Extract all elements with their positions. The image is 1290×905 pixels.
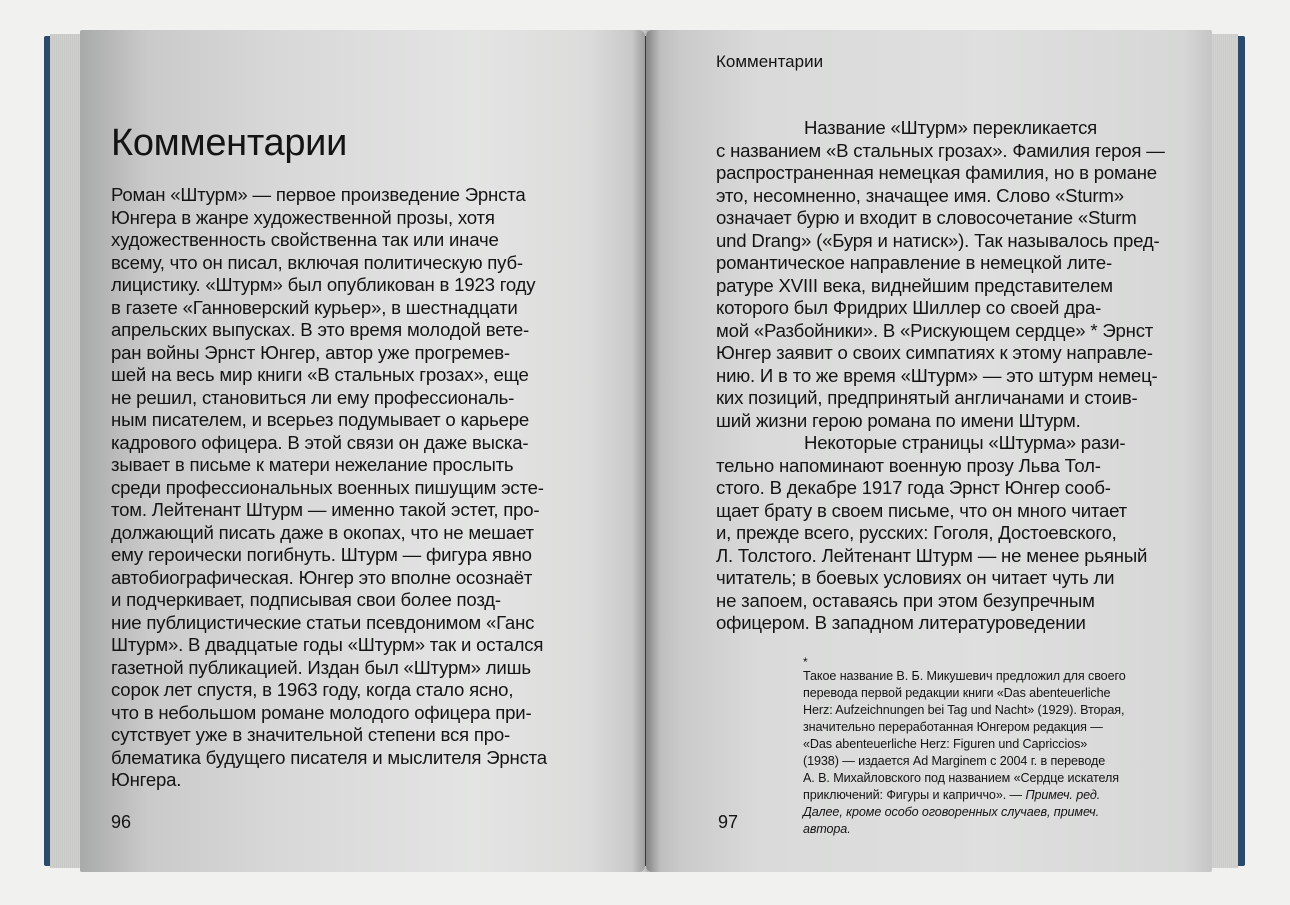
text-line: романтическое направление в немецкой лите- (716, 252, 1112, 273)
footnote-italic-text: автора. (803, 822, 851, 836)
text-line: ший жизни герою романа по имени Штурм. (716, 409, 1081, 431)
text-line: Штурм». В двадцатые годы «Штурм» так и остался (111, 634, 544, 655)
text-line: распространенная немецкая фамилия, но в романе (716, 162, 1157, 183)
text-line: блематика будущего писателя и мыслителя Эрнста (111, 746, 547, 768)
text-line: среди профессиональных военных пишущим эсте- (111, 476, 544, 498)
text-line: ему героически погибнуть. Штурм — фигура явно (111, 544, 532, 565)
text-line: Юнгера в жанре художественной прозы, хотя (111, 206, 495, 228)
text-line: шей на весь мир книги «В стальных грозах», еще (111, 364, 529, 385)
text-line: стого. В декабре 1917 года Эрнст Юнгер сооб- (716, 477, 1111, 498)
footnote-line: Herz: Aufzeichnungen bei Tag und Nacht» (1929). Вторая, (803, 703, 1125, 717)
text-line: и, прежде всего, русских: Гоголя, Достоевского, (716, 522, 1117, 543)
text-line: автобиографическая. Юнгер это вполне осознаёт (111, 566, 533, 588)
right-page (646, 30, 1212, 872)
text-line: читатель; в боевых условиях он читает чуть ли (716, 567, 1115, 588)
text-line: офицером. В западном литературоведении (716, 612, 1086, 633)
footnote-line (803, 804, 1173, 821)
footnote (803, 656, 1173, 838)
footnote-line: А. В. Михайловского под названием «Сердце искателя (803, 771, 1119, 785)
text-line: Роман «Штурм» — первое произведение Эрнста (111, 184, 526, 205)
text-line: ратуре XVIII века, виднейшим представителем (716, 274, 1113, 296)
text-line: тельно напоминают военную прозу Льва Тол- (716, 454, 1101, 476)
footnote-line (803, 821, 1173, 838)
text-line: и подчеркивает, подписывая свои более позд- (111, 589, 501, 610)
text-line: сорок лет спустя, в 1963 году, когда стало ясно, (111, 679, 514, 700)
text-line: это, несомненно, значащее имя. Слово «Sturm» (716, 184, 1124, 206)
text-line: лицистику. «Штурм» был опубликован в 1923 году (111, 274, 536, 295)
text-line: не решил, становиться ли ему профессиональ- (111, 386, 515, 408)
text-line: und Drang» («Буря и натиск»). Так называлось пред- (716, 229, 1160, 251)
text-line: должающий писать даже в окопах, что не мешает (111, 521, 534, 543)
text-line: кадрового офицера. В этой связи он даже выска- (111, 431, 529, 453)
text-line: нию. И в то же время «Штурм» — это штурм немец- (716, 364, 1158, 386)
text-line: ких позиций, предпринятый англичанами и стоив- (716, 387, 1138, 408)
text-line: Юнгера. (111, 769, 182, 790)
text-line: в газете «Ганноверский курьер», в шестнадцати (111, 296, 518, 318)
footnote-line: Такое название В. Б. Микушевич предложил для своего (803, 669, 1126, 683)
text-line: газетной публикацией. Издан был «Штурм» лишь (111, 656, 531, 678)
text-line: сутствует уже в значительной степени вся про- (111, 724, 511, 745)
text-line: что в небольшом романе молодого офицера при- (111, 701, 532, 723)
text-line: том. Лейтенант Штурм — именно такой эстет, про- (111, 499, 540, 520)
footnote-asterisk: * (803, 655, 808, 669)
footnote-editor-note: Примеч. ред. (1025, 788, 1101, 802)
text-line: зывает в письме к матери нежелание прослыть (111, 454, 514, 475)
left-page (80, 30, 645, 872)
footnote-line: «Das abenteuerliche Herz: Figuren und Capriccios» (803, 737, 1088, 751)
text-line: с названием «В стальных грозах». Фамилия героя — (716, 139, 1165, 161)
book-gutter-shadow (632, 30, 660, 872)
running-head: Комментарии (716, 52, 824, 71)
footnote-line: перевода первой редакции книги «Das abenteuerliche (803, 686, 1111, 700)
footnote-italic-text: Далее, кроме особо оговоренных случаев, примеч. (803, 805, 1099, 819)
text-line: щает брату в своем письме, что он много читает (716, 499, 1128, 521)
text-line: ным писателем, и всерьез подумывает о карьере (111, 409, 530, 430)
footnote-line: значительно переработанная Юнгером редакция — (803, 720, 1103, 734)
text-line: ние публицистические статьи псевдонимом «Ганс (111, 611, 535, 633)
footnote-text: приключений: Фигуры и каприччо». — (803, 788, 1026, 802)
text-line: мой «Разбойники». В «Рискующем сердце» * Эрнст (716, 319, 1154, 341)
footnote-line: (1938) — издается Ad Marginem с 2004 г. в переводе (803, 754, 1106, 768)
footnote-line (803, 787, 1173, 804)
text-line: которого был Фридрих Шиллер со своей дра- (716, 297, 1102, 318)
right-body-text (716, 117, 1165, 635)
page-number: 96 (111, 812, 132, 832)
left-body-text (111, 184, 547, 792)
text-line: означает бурю и входит в словосочетание «Sturm (716, 207, 1137, 228)
text-line: ран войны Эрнст Юнгер, автор уже прогремев- (111, 341, 510, 363)
text-line: Некоторые страницы «Штурма» рази- (804, 432, 1126, 453)
text-line: апрельских выпусках. В это время молодой вете- (111, 319, 530, 340)
page-number: 97 (718, 812, 739, 832)
text-line: Юнгер заявит о своих симпатиях к этому направле- (716, 342, 1153, 363)
text-line: художественность свойственна так или иначе (111, 229, 499, 250)
text-line: Л. Толстого. Лейтенант Штурм — не менее рьяный (716, 544, 1148, 566)
text-line: Название «Штурм» перекликается (804, 117, 1098, 138)
page-title: Комментарии (111, 122, 348, 164)
text-line: всему, что он писал, включая политическую пуб- (111, 251, 523, 273)
text-line: не запоем, оставаясь при этом безупречным (716, 589, 1095, 611)
